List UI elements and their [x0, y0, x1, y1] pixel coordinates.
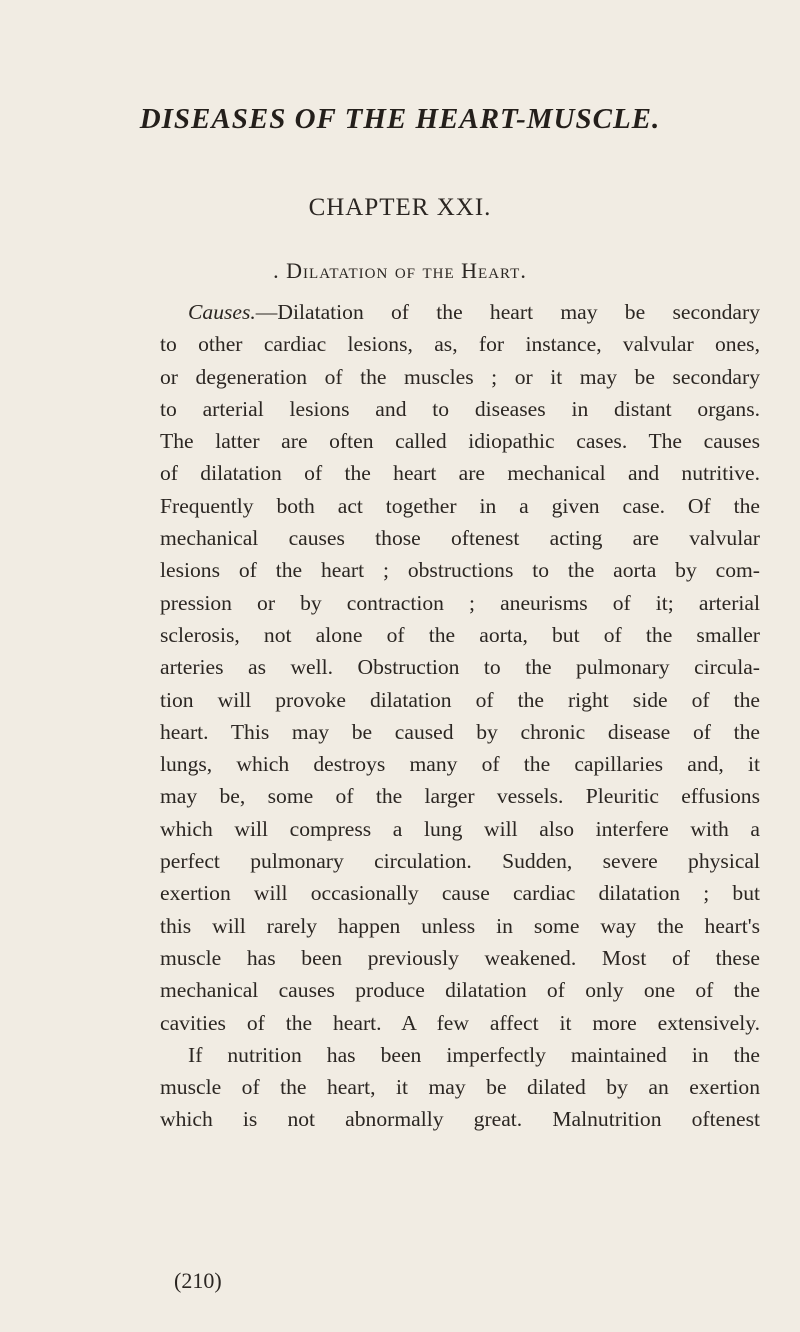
text-line: or degeneration of the muscles ; or it may be secondary — [160, 364, 760, 389]
text-line: The latter are often called idiopathic cases. The causes — [160, 429, 760, 454]
causes-label: Causes. — [188, 300, 256, 324]
text-line: muscle has been previously weakened. Most of these — [160, 945, 760, 970]
text-line: arteries as well. Obstruction to the pulmonary circula- — [160, 655, 760, 680]
body-text — [160, 296, 760, 1136]
text-line: heart. This may be caused by chronic disease of the — [160, 719, 760, 744]
text-line: to other cardiac lesions, as, for instance, valvular ones, — [160, 332, 760, 357]
text-line: mechanical causes those oftenest acting are valvular — [160, 526, 760, 551]
section-title: . Dilatation of the Heart. — [273, 258, 527, 283]
chapter-heading: CHAPTER XXI. — [308, 194, 492, 221]
text-line: cavities of the heart. A few affect it more extensively. — [160, 1010, 760, 1035]
text-line: muscle of the heart, it may be dilated by an exertion — [160, 1075, 760, 1100]
text-line: exertion will occasionally cause cardiac dilatation ; but — [160, 881, 760, 906]
text-line-rest: —Dilatation of the heart may be secondary — [255, 300, 760, 324]
text-line: may be, some of the larger vessels. Pleuritic effusions — [160, 784, 760, 809]
text-line: which will compress a lung will also interfere with a — [160, 816, 760, 841]
text-line: perfect pulmonary circulation. Sudden, severe physical — [160, 849, 760, 874]
text-line — [160, 296, 760, 328]
text-line: to arterial lesions and to diseases in distant organs. — [160, 396, 760, 421]
text-line: sclerosis, not alone of the aorta, but of the smaller — [160, 622, 760, 647]
page-number: (210) — [174, 1268, 222, 1293]
text-line: mechanical causes produce dilatation of only one of the — [160, 978, 760, 1003]
text-line: lesions of the heart ; obstructions to the aorta by com- — [160, 558, 760, 583]
text-line: If nutrition has been imperfectly maintained in the — [188, 1042, 760, 1067]
text-line: tion will provoke dilatation of the right side of the — [160, 687, 760, 712]
text-line: of dilatation of the heart are mechanical and nutritive. — [160, 461, 760, 486]
text-line: pression or by contraction ; aneurisms of it; arterial — [160, 590, 760, 615]
text-line: this will rarely happen unless in some way the heart's — [160, 913, 760, 938]
text-line: which is not abnormally great. Malnutrition oftenest — [160, 1107, 760, 1132]
text-line: Frequently both act together in a given case. Of the — [160, 493, 760, 518]
text-line: lungs, which destroys many of the capillaries and, it — [160, 752, 760, 777]
running-head: DISEASES OF THE HEART-MUSCLE. — [139, 103, 661, 135]
